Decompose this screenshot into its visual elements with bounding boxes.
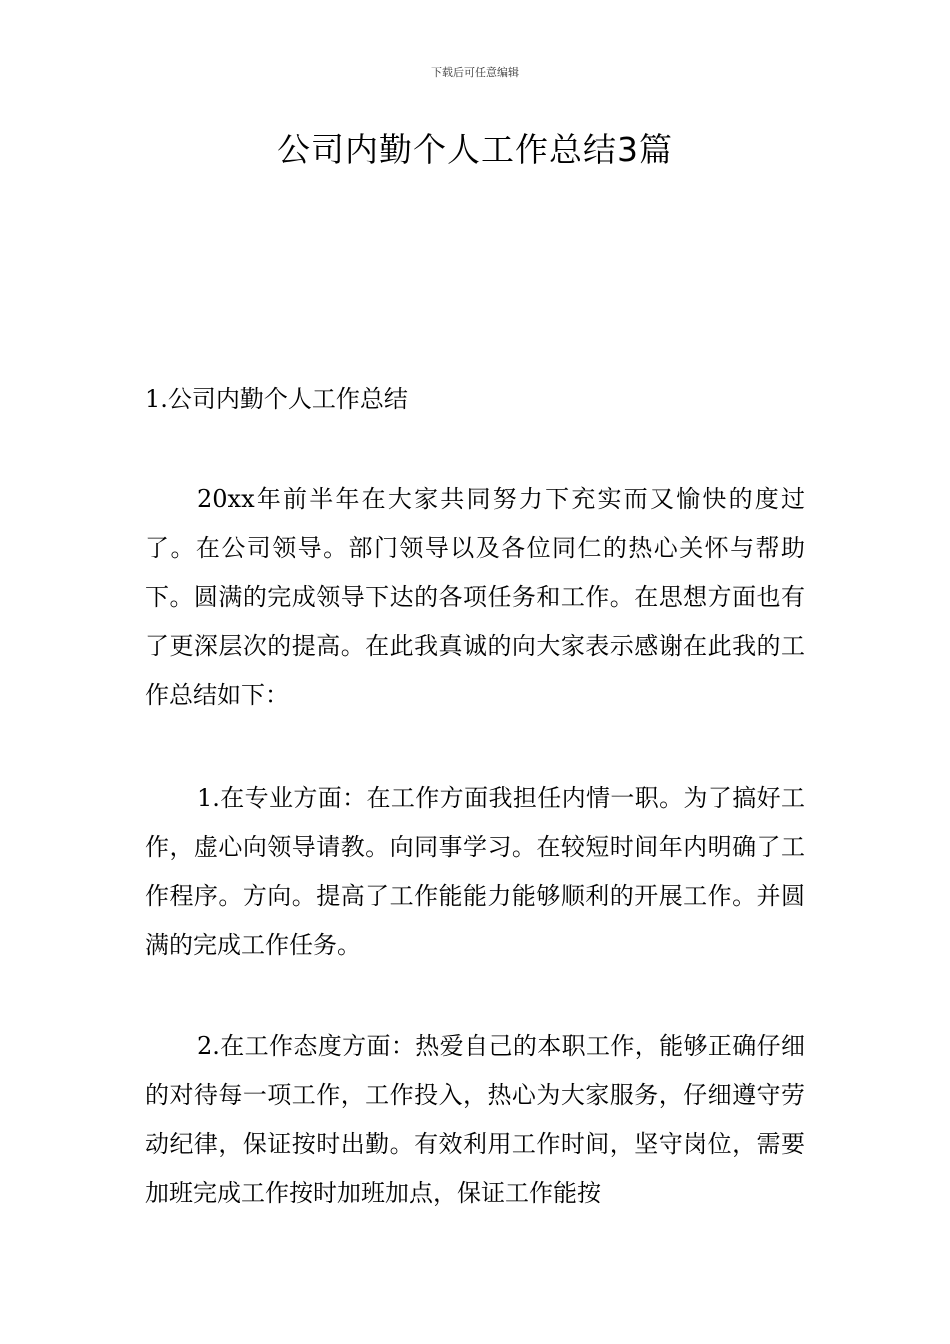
section-heading: 1.公司内勤个人工作总结 [145, 385, 408, 413]
document-title: 公司内勤个人工作总结3篇 [277, 130, 673, 169]
paragraph-attitude: 2.在工作态度方面：热爱自己的本职工作，能够正确仔细的对待每一项工作，工作投入，热心为大家服务，仔细遵守劳动纪律，保证按时出勤。有效利用工作时间，坚守岗位，需要加班完成工作按时加班加点，保证工作能按 [145, 1032, 805, 1207]
header-note: 下载后可任意编辑 [431, 66, 519, 79]
paragraph-professional: 1.在专业方面：在工作方面我担任内情一职。为了搞好工作，虚心向领导请教。向同事学习。在较短时间年内明确了工作程序。方向。提高了工作能能力能够顺利的开展工作。并圆满的完成工作任务。 [145, 784, 805, 959]
paragraph-intro: 20xx年前半年在大家共同努力下充实而又愉快的度过了。在公司领导。部门领导以及各位同仁的热心关怀与帮助下。圆满的完成领导下达的各项任务和工作。在思想方面也有了更深层次的提高。在此我真诚的向大家表示感谢在此我的工作总结如下： [145, 485, 805, 709]
